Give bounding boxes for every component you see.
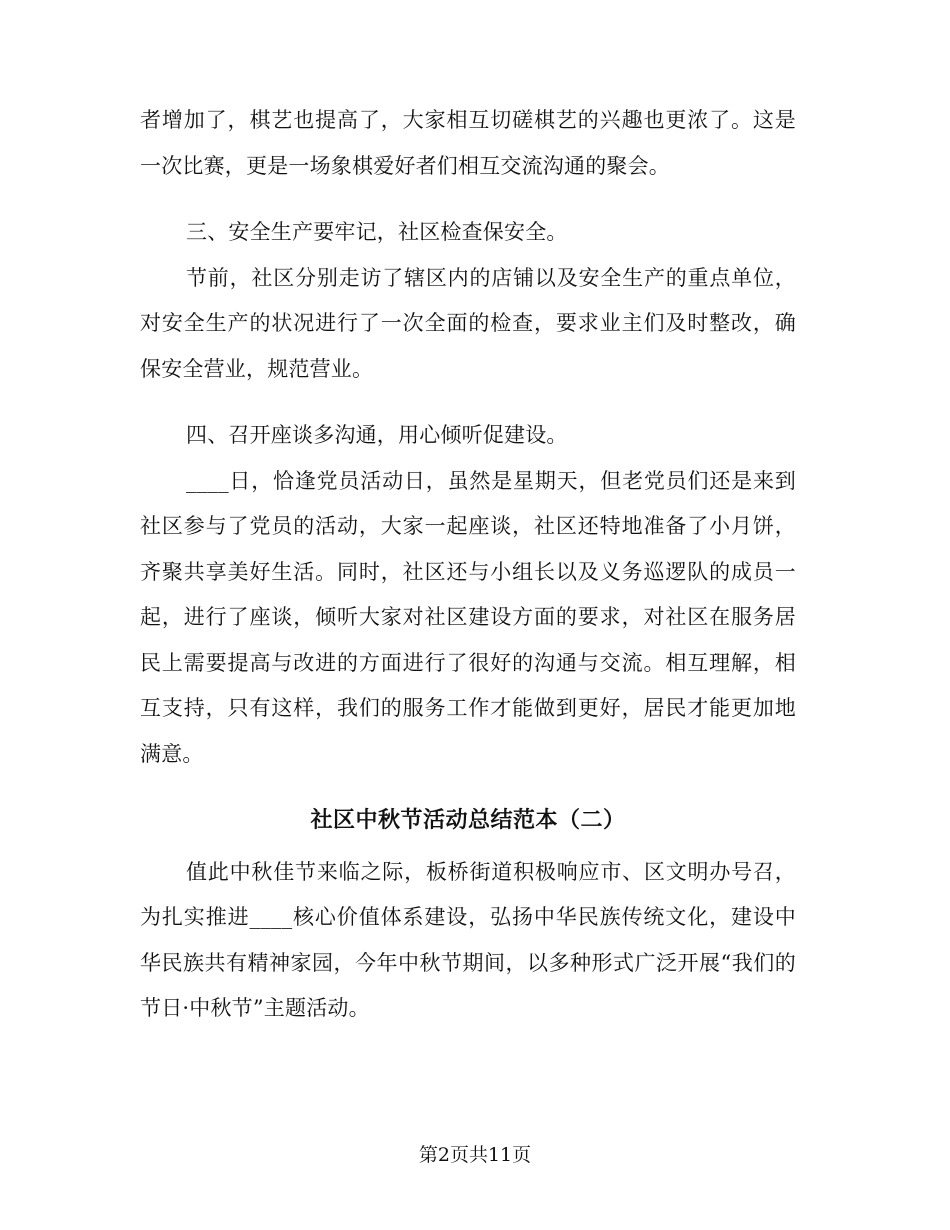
heading-safety: 三、安全生产要牢记，社区检查保安全。 [186,220,568,244]
document-body [140,98,796,1053]
heading-forum: 四、召开座谈多沟通，用心倾听促建设。 [186,423,568,447]
paragraph-forum: ____日，恰逢党员活动日，虽然是星期天，但老党员们还是来到社区参与了党员的活动，大家一起座谈，社区还特地准备了小月饼，齐聚共享美好生活。同时，社区还与小组长以及义务巡逻队的成员一起，进行了座谈，倾听大家对社区建设方面的要求，对社区在服务居民上需要提高与改进的方面进行了很好的沟通与交流。相互理解，相互支持，只有这样，我们的服务工作才能做到更好，居民才能更加地满意。 [140,468,796,766]
paragraph-chess-continued: 者增加了，棋艺也提高了，大家相互切磋棋艺的兴趣也更浓了。这是一次比赛，更是一场象棋爱好者们相互交流沟通的聚会。 [140,108,796,178]
page-number-footer: 第2页共11页 [418,1144,532,1166]
paragraph-section-intro: 值此中秋佳节来临之际，板桥街道积极响应市、区文明办号召，为扎实推进____核心价值体系建设，弘扬中华民族传统文化，建设中华民族共有精神家园，今年中秋节期间，以多种形式广泛开展“我们的节日·中秋节”主题活动。 [140,859,796,1020]
section-title: 社区中秋节活动总结范本（二） [310,807,626,833]
paragraph-safety: 节前，社区分别走访了辖区内的店铺以及安全生产的重点单位，对安全生产的状况进行了一次全面的检查，要求业主们及时整改，确保安全营业，规范营业。 [140,265,796,381]
